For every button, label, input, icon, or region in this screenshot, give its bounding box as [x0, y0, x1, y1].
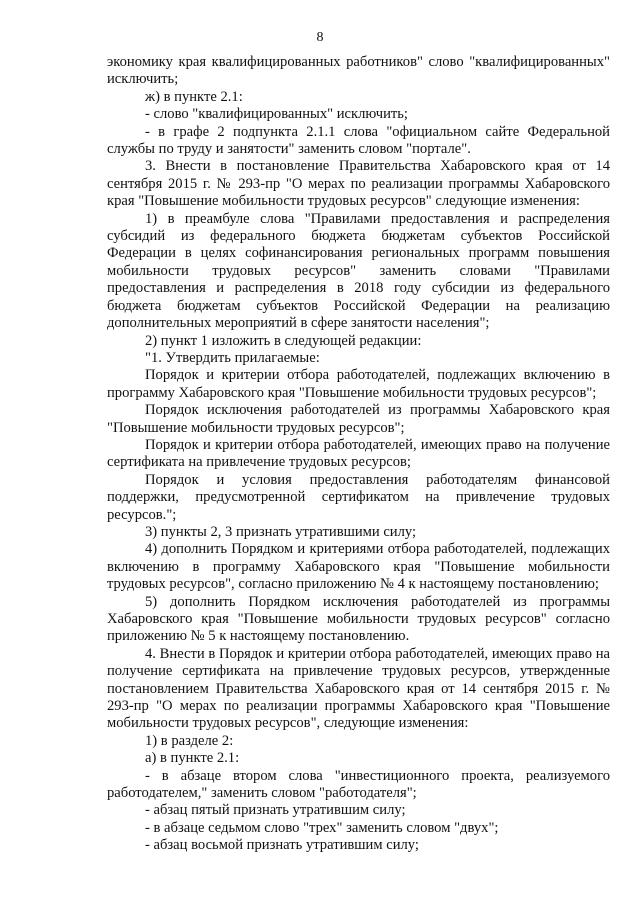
page-number: 8 — [316, 30, 324, 45]
paragraph: "1. Утвердить прилагаемые: — [145, 349, 320, 366]
paragraph: 1) в преамбуле слова "Правилами предоставления и распределения субсидий из федерального бюджета бюджетам субъектов Российской Федерации в целях софинансирования региональных программ повышения мобильности трудовых ресурсов" заменить словами "Правилами предоставления и распределения в 2018 году субсидии из федерального бюджета бюджетам субъектов Российской Федерации на реализацию дополнительных мероприятий в сфере занятости населения"; — [107, 210, 610, 332]
paragraph: Порядок исключения работодателей из программы Хабаровского края "Повышение мобильности трудовых ресурсов"; — [107, 402, 610, 436]
paragraph: Порядок и критерии отбора работодателей, подлежащих включению в программу Хабаровского края "Повышение мобильности трудовых ресурсов"; — [107, 367, 610, 401]
paragraph: а) в пункте 2.1: — [145, 750, 240, 767]
paragraph: - в графе 2 подпункта 2.1.1 слова "официальном сайте Федеральной службы по труду и занятости" заменить словом "портале". — [107, 123, 610, 158]
paragraph: - в абзаце седьмом слово "трех" заменить словом "двух"; — [145, 819, 499, 836]
paragraph: 4. Внести в Порядок и критерии отбора работодателей, имеющих право на получение сертификата на привлечение трудовых ресурсов, утвержденные постановлением Правительства Хабаровского края от 14 сентября 2015 г. № 293-пр "О мерах по реализации программы Хабаровского края "Повышение мобильности трудовых ресурсов", следующие изменения: — [107, 645, 610, 732]
paragraph: Порядок и условия предоставления работодателям финансовой поддержки, предусмотренной сертификатом на привлечение трудовых ресурсов."; — [107, 471, 610, 523]
paragraph: 5) дополнить Порядком исключения работодателей из программы Хабаровского края "Повышение мобильности трудовых ресурсов" согласно приложению № 5 к настоящему постановлению. — [107, 593, 610, 645]
paragraph: - абзац восьмой признать утратившим силу; — [145, 837, 419, 854]
paragraph: Порядок и критерии отбора работодателей, имеющих право на получение сертификата на привлечение трудовых ресурсов; — [107, 436, 610, 471]
paragraph: - абзац пятый признать утратившим силу; — [145, 802, 406, 819]
paragraph: 1) в разделе 2: — [145, 732, 234, 749]
paragraph: 4) дополнить Порядком и критериями отбора работодателей, подлежащих включению в программу Хабаровского края "Повышение мобильности трудовых ресурсов", согласно приложению № 4 к настоящему постановлению; — [107, 541, 610, 593]
paragraph: 3. Внести в постановление Правительства Хабаровского края от 14 сентября 2015 г. № 293-пр "О мерах по реализации программы Хабаровского края "Повышение мобильности трудовых ресурсов" следующие изменения: — [107, 158, 610, 210]
document-body — [107, 54, 610, 855]
paragraph: 2) пункт 1 изложить в следующей редакции: — [145, 332, 422, 349]
paragraph: ж) в пункте 2.1: — [145, 88, 243, 105]
paragraph: экономику края квалифицированных работников" слово "квалифицированных" исключить; — [107, 54, 610, 88]
paragraph: - слово "квалифицированных" исключить; — [145, 106, 408, 123]
paragraph: 3) пункты 2, 3 признать утратившими силу; — [145, 523, 417, 540]
paragraph: - в абзаце втором слова "инвестиционного проекта, реализуемого работодателем," заменить словом "работодателя"; — [107, 767, 610, 802]
